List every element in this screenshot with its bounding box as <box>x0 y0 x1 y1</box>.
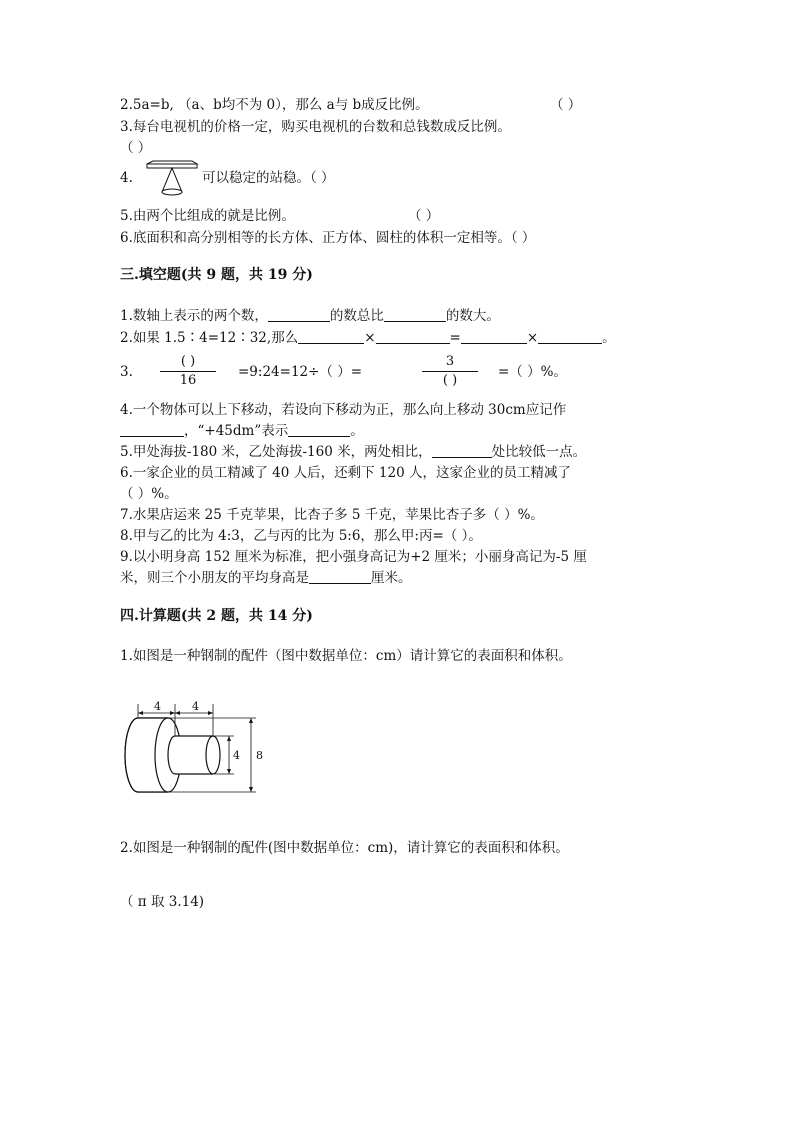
fill-q9-line2: 米，则三个小朋友的平均身高是 厘米。 <box>120 570 412 586</box>
judge-q4: 4. <box>120 170 133 186</box>
judge-q5: 5.由两个比组成的就是比例。 （ ） <box>120 208 440 224</box>
fill-q5: 5.甲处海拔-180 米，乙处海拔-160 米，两处相比， 处比较低一点。 <box>120 444 587 460</box>
blank[interactable] <box>298 328 364 344</box>
calc-q2: 2.如图是一种钢制的配件(图中数据单位：cm)，请计算它的表面积和体积。 <box>120 840 569 856</box>
blank[interactable] <box>461 328 527 344</box>
steel-part-figure <box>118 698 278 800</box>
fraction-2 <box>422 354 478 389</box>
blank[interactable] <box>376 328 450 344</box>
fraction-bar <box>160 371 216 372</box>
calc-q1: 1.如图是一种钢制的配件（图中数据单位：cm）请计算它的表面积和体积。 <box>120 648 572 664</box>
fill-q6-line1: 6.一家企业的员工精减了 40 人后，还剩下 120 人，这家企业的员工精减了 <box>120 465 571 481</box>
dim-label: 8 <box>256 749 263 762</box>
judge-q3: 3.每台电视机的价格一定，购买电视机的台数和总钱数成反比例。 <box>120 119 511 135</box>
blank[interactable] <box>268 306 330 322</box>
judge-q4-text: 可以稳定的站稳。（ ） <box>202 170 335 186</box>
cone <box>162 168 182 192</box>
fill-q3-number: 3. <box>120 364 133 380</box>
fill-q3-end: =（ ）%。 <box>498 364 567 380</box>
blank[interactable] <box>384 306 446 322</box>
blank[interactable] <box>432 442 492 458</box>
inner-cylinder-face <box>206 736 220 774</box>
blank[interactable] <box>309 568 371 584</box>
fill-q3-mid: =9:24=12÷（ ）= <box>238 364 363 380</box>
fill-q6-line2: （ ）%。 <box>120 486 178 502</box>
plank-top <box>147 161 197 164</box>
blank[interactable] <box>538 328 602 344</box>
section-title-calculation: 四.计算题(共 2 题，共 14 分) <box>120 608 313 624</box>
section-title-fill-blanks: 三.填空题(共 9 题，共 19 分) <box>120 267 313 283</box>
balance-figure <box>145 158 200 204</box>
blank[interactable] <box>120 421 184 437</box>
dim-label: 4 <box>192 700 199 713</box>
judge-q3-answer-paren[interactable]: （ ） <box>120 140 152 156</box>
fill-q1: 1.数轴上表示的两个数， 的数总比 的数大。 <box>120 308 500 324</box>
pi-note: （ π 取 3.14) <box>120 894 205 910</box>
blank[interactable] <box>288 421 350 437</box>
fill-q8: 8.甲与乙的比为 4:3，乙与丙的比为 5:6，那么甲:丙=（ ）。 <box>120 528 482 544</box>
answer-paren[interactable]: （ ） <box>550 97 582 113</box>
judge-q6: 6.底面积和高分别相等的长方体、正方体、圆柱的体积一定相等。（ ） <box>120 230 536 246</box>
fraction-2-numerator: 3 <box>445 354 455 369</box>
fill-q7: 7.水果店运来 25 千克苹果，比杏子多 5 千克，苹果比杏子多（ ）%。 <box>120 507 544 523</box>
fraction-1-numerator[interactable]: ( ) <box>180 354 196 369</box>
fill-q4-line1: 4.一个物体可以上下移动，若设向下移动为正，那么向上移动 30cm应记作 <box>120 402 567 418</box>
answer-paren[interactable]: （ ） <box>408 208 440 224</box>
fill-q9-line1: 9.以小明身高 152 厘米为标准，把小强身高记为+2 厘米；小丽身高记为-5 厘 <box>120 549 587 565</box>
dim-label: 4 <box>154 700 161 713</box>
dim-label: 4 <box>233 749 240 762</box>
fraction-1-denominator: 16 <box>179 373 197 388</box>
fill-q4-line2: ，“+45dm”表示 。 <box>120 421 364 441</box>
fill-q2: 2.如果 1.5∶4=12∶32,那么 × = × 。 <box>120 330 616 346</box>
fraction-1 <box>160 354 216 389</box>
fraction-2-denominator[interactable]: ( ) <box>442 373 458 388</box>
fraction-bar <box>422 371 478 372</box>
judge-q2: 2.5a=b, （a、b均不为 0），那么 a与 b成反比例。 （ ） <box>120 97 582 113</box>
